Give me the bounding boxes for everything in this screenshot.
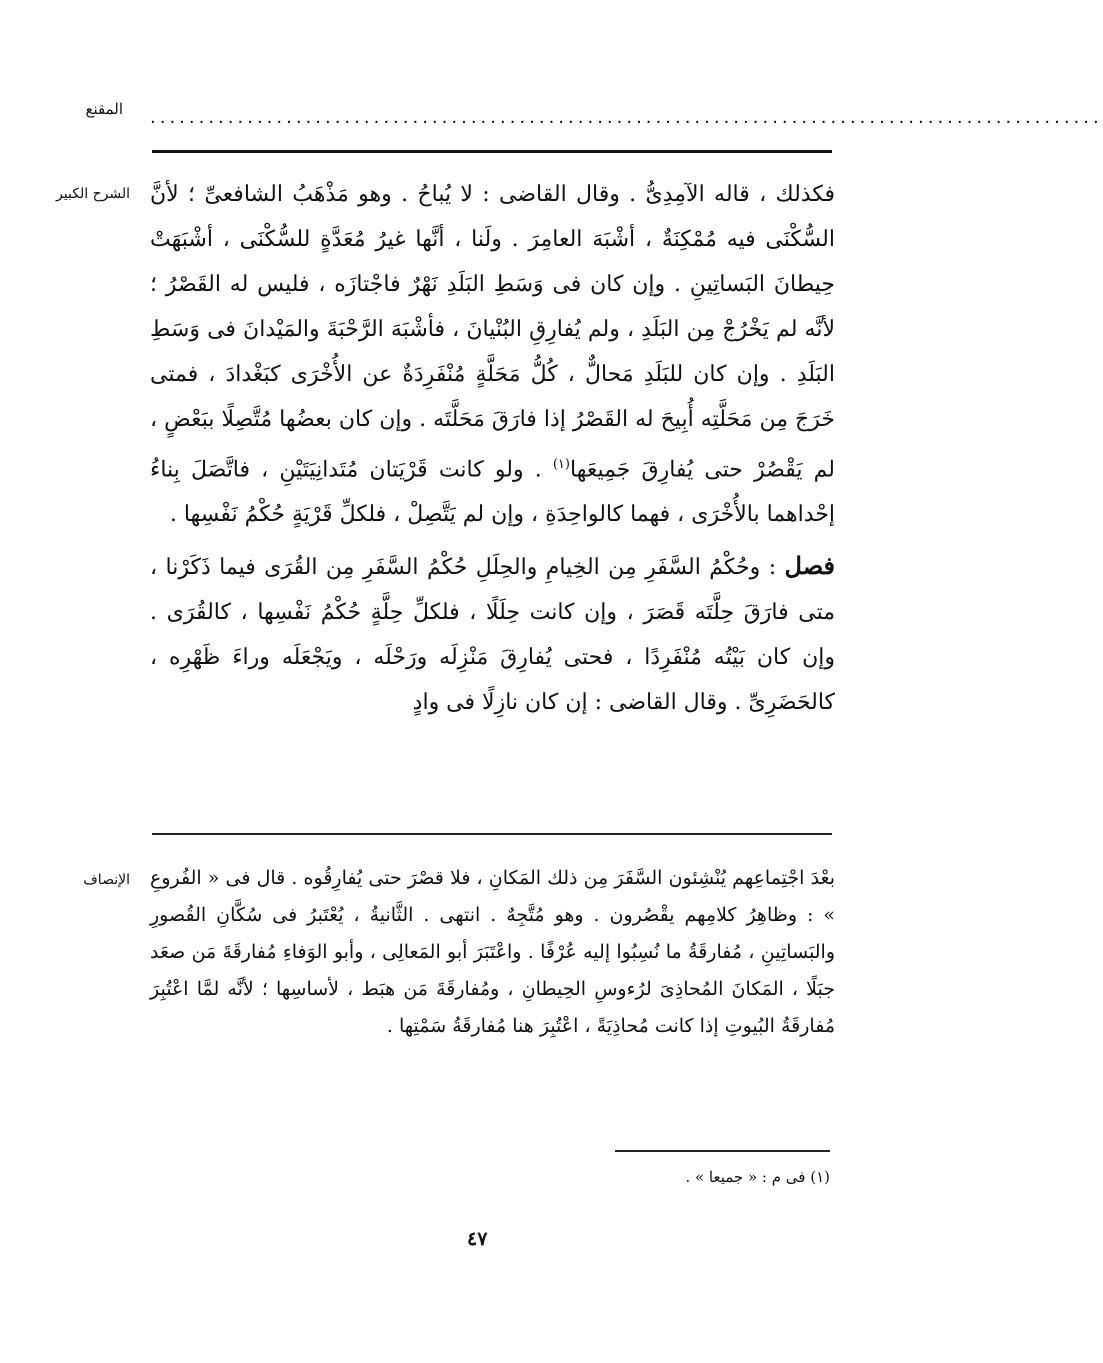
insaf-paragraph: بعْدَ اجْتِماعِهم يُنْشِئون السَّفَرَ مِن ذلك المَكانِ ، فلا قصْرَ حتى يُفارِقُوه . قال فى « الفُروعِ » : وظاهِرُ كلامِهم يقْصُرون . وهو مُتَّجِهٌ . انتهى . الثَّانيةُ ، يُعْتَبرُ فى سُكَّانِ القُصورِ والبَساتِينِ ، مُفارقَةُ ما نُسِبُوا إليه عُرْفًا . واعْتَبَرَ أبو المَعالِى ، وأبو الوَفاءِ مُفارقَةَ مَن صعَد جبَلًا ، المَكانَ المُحاذِىَ لرُءوسِ الحِيطانِ ، ومُفارقَةَ مَن هبَط ، لأساسِها ؛ لأنَّه لمَّا اعْتُبِرَ مُفارقَةُ البُيوتِ إذا كانت مُحاذِيَةً ، اعْتُبِرَ هنا مُفارقَةُ سَمْتِها . (150, 867, 835, 1037)
footnote-text: (١) فى م : « جميعا » . (685, 1168, 830, 1186)
main-paragraph-2 (150, 543, 835, 725)
main-paragraph-1-text: فكذلك ، قاله الآمِدِىُّ . وقال القاضى : لا يُباحُ . وهو مَذْهَبُ الشافعىِّ ؛ لأنَّ السُّكْنَى فيه مُمْكِنَةٌ ، أشْبَهَ العامِرَ . ولَنا ، أنَّها غيرُ مُعَدَّةٍ للسُّكْنَى ، أشْبَهَتْ حِيطانَ البَساتِينِ . وإن كان فى وَسَطِ البَلَدِ نَهْرٌ فاجْتازَه ، فليس له القَصْرُ ؛ لأنَّه لم يَخْرُجْ مِن البَلَدِ ، ولم يُفارِقِ البُنْيانَ ، فأشْبَهَ الرَّحْبَةَ والمَيْدانَ فى وَسَطِ البَلَدِ . وإن كان للبَلَدِ مَحالٌّ ، كُلُّ مَحَلَّةٍ مُنْفَرِدَةٌ عن الأُخْرَى كبَغْدادَ ، فمتى خَرَجَ مِن مَحَلَّتِه أُبِيحَ له القَصْرُ إذا فارَقَ مَحَلَّتَه . وإن كان بعضُها مُتَّصِلًا ببَعْضٍ ، لم يَقْصُرْ حتى يُفارِقَ جَمِيعَها (150, 182, 835, 483)
section-divider (152, 833, 832, 835)
main-paragraph-2-text: : وحُكْمُ السَّفَرِ مِن الخِيامِ والحِلَلِ حُكْمُ السَّفَرِ مِن القُرَى فيما ذَكَرْنا ، متى فارَقَ حِلَّتَه قَصَرَ ، وإن كانت حِلَلًا ، فلكلِّ حِلَّةٍ حُكْمُ نَفْسِها ، كالقُرَى . وإن كان بَيْتُه مُنْفَرِدًا ، فحتى يُفارِقَ مَنْزِلَه ورَحْلَه ، ويَجْعَلَه وراءَ ظَهْرِه ، كالحَضَرِىِّ . وقال القاضى : إن كان نازِلًا فى وادٍ (150, 555, 835, 716)
side-label-insaf: الإنصاف (83, 872, 130, 888)
footnote-reference: (١) (552, 457, 570, 472)
main-paragraph-1 (150, 172, 835, 537)
page-number: ٤٧ (467, 1228, 488, 1250)
insaf-text-block (150, 860, 835, 1045)
main-paragraph-1-tail: . ولو كانت قَرْيَتان مُتَدانِيَتَيْنِ ، فاتَّصَلَ بِناءُ إحْداهما بالأُخْرَى ، فهما كالواحِدَةِ ، وإن لم يَتَّصِلْ ، فلكلِّ قَرْيَةٍ حُكْمُ نَفْسِها . (150, 457, 835, 528)
header-dotted-leader: .................................................................................................. (150, 107, 1103, 128)
side-label-main-commentary: الشرح الكبير (56, 186, 130, 202)
footnote-rule (615, 1150, 830, 1152)
header-rule (152, 150, 832, 153)
running-title: المقنع (85, 100, 123, 118)
fasl-heading: فصل (784, 551, 835, 581)
main-text-block (150, 172, 835, 725)
